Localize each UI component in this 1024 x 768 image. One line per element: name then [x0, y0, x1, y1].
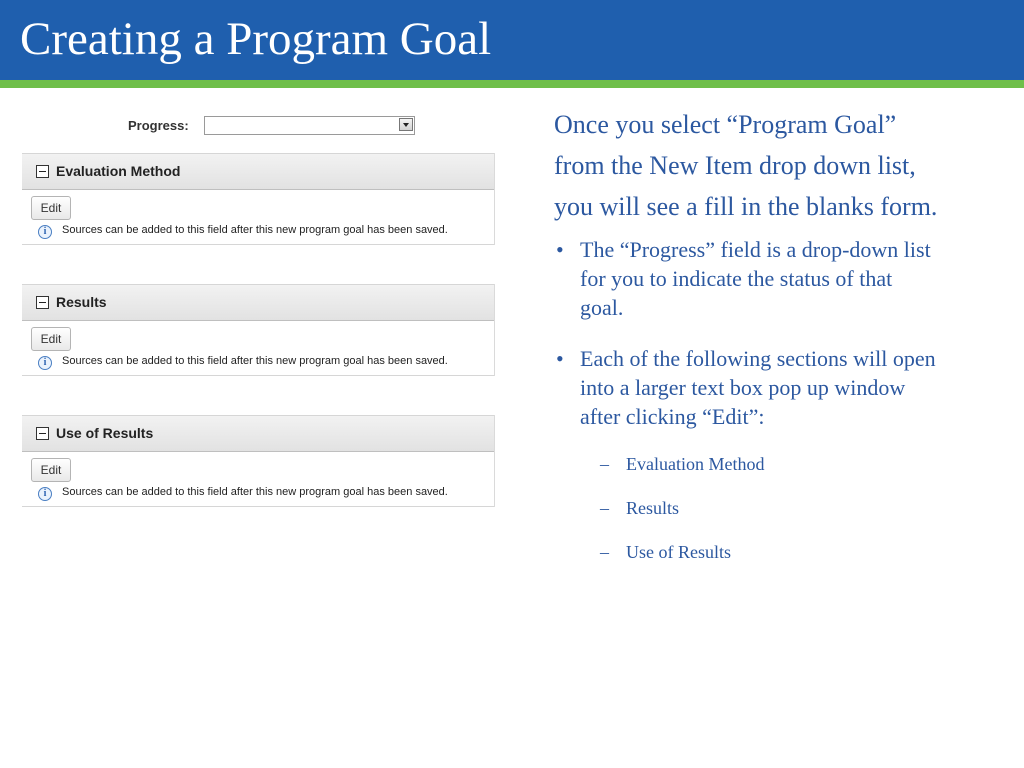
- title-bar: [0, 0, 1024, 80]
- bullet-marker: •: [556, 346, 564, 371]
- edit-button[interactable]: Edit: [31, 327, 71, 351]
- sub-item-label: Use of Results: [626, 542, 731, 562]
- sub-item-label: Evaluation Method: [626, 454, 765, 474]
- progress-select[interactable]: [204, 116, 415, 135]
- progress-row: [22, 108, 496, 144]
- section-title: Evaluation Method: [56, 163, 181, 179]
- explanation-text: [554, 104, 1016, 564]
- sub-item-label: Results: [626, 498, 680, 518]
- bullet-line: Each of the following sections will open: [580, 346, 936, 371]
- collapse-icon[interactable]: [36, 296, 49, 309]
- info-text: Sources can be added to this field after this new program goal has been saved.: [62, 355, 448, 367]
- section-evaluation-method: [22, 153, 495, 245]
- bullet-line: The “Progress” field is a drop-down list: [580, 237, 931, 262]
- info-icon: i: [38, 356, 52, 370]
- collapse-icon[interactable]: [36, 165, 49, 178]
- intro-paragraph: [554, 104, 1016, 227]
- divider: [22, 244, 494, 245]
- sub-item: [554, 452, 1016, 476]
- bullet-marker: •: [556, 237, 564, 262]
- section-results: [22, 284, 495, 376]
- sub-marker: –: [600, 498, 609, 518]
- info-text: Sources can be added to this field after this new program goal has been saved.: [62, 486, 448, 498]
- bullet-line: into a larger text box pop up window: [580, 375, 906, 400]
- info-text: Sources can be added to this field after this new program goal has been saved.: [62, 224, 448, 236]
- section-title: Use of Results: [56, 425, 154, 441]
- progress-label: Progress:: [128, 118, 189, 133]
- section-header[interactable]: [22, 284, 494, 321]
- edit-button[interactable]: Edit: [31, 196, 71, 220]
- bullet-item: [554, 344, 1016, 431]
- section-title: Results: [56, 294, 107, 310]
- sub-marker: –: [600, 454, 609, 474]
- info-icon: i: [38, 487, 52, 501]
- sub-item: [554, 540, 1016, 564]
- intro-line: from the New Item drop down list,: [554, 151, 916, 180]
- section-header[interactable]: [22, 153, 494, 190]
- sub-item: [554, 496, 1016, 520]
- bullet-line: for you to indicate the status of that: [580, 266, 893, 291]
- accent-stripe: [0, 80, 1024, 88]
- info-icon: i: [38, 225, 52, 239]
- intro-line: you will see a fill in the blanks form.: [554, 192, 938, 221]
- bullet-line: goal.: [580, 295, 624, 320]
- divider: [22, 375, 494, 376]
- bullet-line: after clicking “Edit”:: [580, 404, 765, 429]
- edit-button[interactable]: Edit: [31, 458, 71, 482]
- sub-marker: –: [600, 542, 609, 562]
- intro-line: Once you select “Program Goal”: [554, 110, 897, 139]
- chevron-down-icon[interactable]: [399, 118, 413, 131]
- section-use-of-results: [22, 415, 495, 507]
- collapse-icon[interactable]: [36, 427, 49, 440]
- section-header[interactable]: [22, 415, 494, 452]
- divider: [22, 506, 494, 507]
- slide-title: Creating a Program Goal: [20, 13, 492, 65]
- bullet-item: [554, 235, 1016, 322]
